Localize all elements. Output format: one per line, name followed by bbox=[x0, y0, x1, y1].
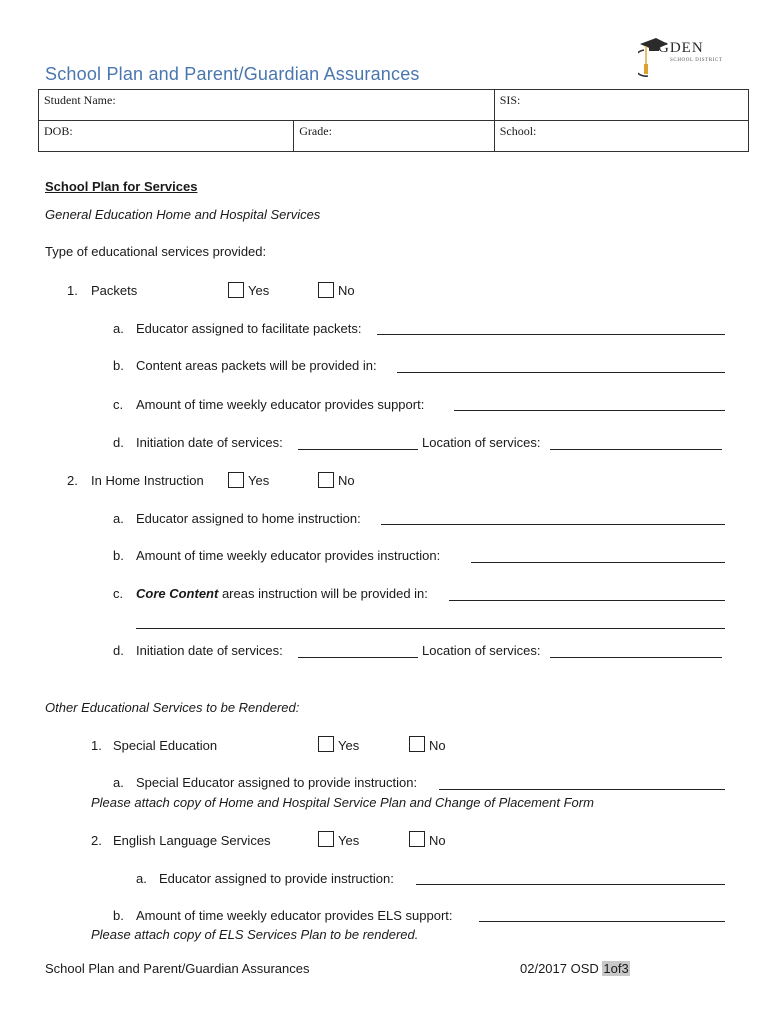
packets-label: Packets bbox=[91, 283, 138, 298]
home-time-label: Amount of time weekly educator provides instruction: bbox=[136, 548, 441, 563]
core-content-text: areas instruction will be provided in: bbox=[218, 586, 428, 601]
dob-label: DOB: bbox=[44, 124, 73, 138]
student-name-cell[interactable] bbox=[39, 90, 495, 121]
home-instruction-label: In Home Instruction bbox=[91, 473, 204, 488]
item-number: 1. bbox=[67, 283, 78, 298]
packets-location-field[interactable] bbox=[550, 449, 722, 450]
logo-wordmark: GDEN bbox=[658, 40, 704, 56]
yes-label: Yes bbox=[248, 473, 270, 488]
item-number: 2. bbox=[67, 473, 78, 488]
section-heading-plan: School Plan for Services bbox=[45, 179, 198, 194]
english-no-checkbox[interactable] bbox=[409, 831, 425, 847]
home-yes-checkbox[interactable] bbox=[228, 472, 244, 488]
footer-date-code: 02/2017 OSD bbox=[520, 961, 599, 976]
english-time-label: Amount of time weekly educator provides ELS support: bbox=[136, 908, 453, 923]
special-education-label: Special Education bbox=[113, 738, 218, 753]
sub-letter: a. bbox=[113, 775, 124, 790]
student-name-label: Student Name: bbox=[44, 93, 116, 107]
grade-label: Grade: bbox=[299, 124, 332, 138]
packets-location-label: Location of services: bbox=[422, 435, 541, 450]
english-services-label: English Language Services bbox=[113, 833, 271, 848]
home-location-field[interactable] bbox=[550, 657, 722, 658]
home-educator-field[interactable] bbox=[381, 524, 725, 525]
sub-letter: d. bbox=[113, 643, 124, 658]
home-location-label: Location of services: bbox=[422, 643, 541, 658]
district-logo bbox=[638, 36, 730, 78]
section-heading-other: Other Educational Services to be Rendered: bbox=[45, 700, 300, 715]
page-title: School Plan and Parent/Guardian Assurances bbox=[45, 64, 420, 84]
packets-time-field[interactable] bbox=[454, 410, 725, 411]
special-attach-note: Please attach copy of Home and Hospital Service Plan and Change of Placement Form bbox=[91, 795, 594, 810]
sub-letter: a. bbox=[113, 321, 124, 336]
packets-no-checkbox[interactable] bbox=[318, 282, 334, 298]
home-educator-label: Educator assigned to home instruction: bbox=[136, 511, 361, 526]
english-educator-field[interactable] bbox=[416, 884, 725, 885]
home-core-content-field[interactable] bbox=[449, 600, 725, 601]
footer-title: School Plan and Parent/Guardian Assurances bbox=[45, 961, 310, 976]
sub-letter: c. bbox=[113, 586, 124, 601]
core-content-emphasis: Core Content bbox=[136, 586, 219, 601]
sis-label: SIS: bbox=[499, 93, 521, 107]
sub-letter: d. bbox=[113, 435, 124, 450]
sub-letter: b. bbox=[113, 358, 124, 373]
student-info-table bbox=[38, 89, 749, 152]
no-label: No bbox=[338, 473, 355, 488]
logo-subtitle: SCHOOL DISTRICT bbox=[670, 58, 723, 63]
home-initiation-field[interactable] bbox=[298, 657, 418, 658]
packets-initiation-field[interactable] bbox=[298, 449, 418, 450]
home-time-field[interactable] bbox=[471, 562, 725, 563]
no-label: No bbox=[429, 833, 446, 848]
packets-yes-checkbox[interactable] bbox=[228, 282, 244, 298]
yes-label: Yes bbox=[248, 283, 270, 298]
item-number: 2. bbox=[91, 833, 102, 848]
packets-initiation-label: Initiation date of services: bbox=[136, 435, 283, 450]
sub-letter: a. bbox=[113, 511, 124, 526]
school-label: School: bbox=[499, 124, 537, 138]
special-yes-checkbox[interactable] bbox=[318, 736, 334, 752]
packets-educator-field[interactable] bbox=[377, 334, 725, 335]
home-no-checkbox[interactable] bbox=[318, 472, 334, 488]
packets-content-label: Content areas packets will be provided in: bbox=[136, 358, 377, 373]
sub-letter: c. bbox=[113, 397, 124, 412]
home-core-content-field-2[interactable] bbox=[136, 628, 725, 629]
type-label: Type of educational services provided: bbox=[45, 244, 267, 259]
home-core-content-label bbox=[136, 586, 428, 601]
sub-letter: b. bbox=[113, 908, 124, 923]
no-label: No bbox=[429, 738, 446, 753]
page-number: 1of3 bbox=[603, 961, 629, 976]
special-educator-label: Special Educator assigned to provide instruction: bbox=[136, 775, 418, 790]
no-label: No bbox=[338, 283, 355, 298]
yes-label: Yes bbox=[338, 833, 360, 848]
special-educator-field[interactable] bbox=[439, 789, 725, 790]
sis-cell[interactable] bbox=[494, 90, 748, 121]
yes-label: Yes bbox=[338, 738, 360, 753]
english-yes-checkbox[interactable] bbox=[318, 831, 334, 847]
packets-educator-label: Educator assigned to facilitate packets: bbox=[136, 321, 362, 336]
section-subheading: General Education Home and Hospital Services bbox=[45, 207, 321, 222]
school-cell[interactable] bbox=[494, 121, 748, 152]
grade-cell[interactable] bbox=[294, 121, 494, 152]
item-number: 1. bbox=[91, 738, 102, 753]
english-educator-label: Educator assigned to provide instruction: bbox=[159, 871, 394, 886]
english-attach-note: Please attach copy of ELS Services Plan to be rendered. bbox=[91, 927, 419, 942]
sub-letter: a. bbox=[136, 871, 147, 886]
packets-content-field[interactable] bbox=[397, 372, 725, 373]
english-time-field[interactable] bbox=[479, 921, 725, 922]
home-initiation-label: Initiation date of services: bbox=[136, 643, 283, 658]
special-no-checkbox[interactable] bbox=[409, 736, 425, 752]
sub-letter: b. bbox=[113, 548, 124, 563]
dob-cell[interactable] bbox=[39, 121, 294, 152]
packets-time-label: Amount of time weekly educator provides support: bbox=[136, 397, 425, 412]
footer-page-info bbox=[520, 961, 630, 976]
